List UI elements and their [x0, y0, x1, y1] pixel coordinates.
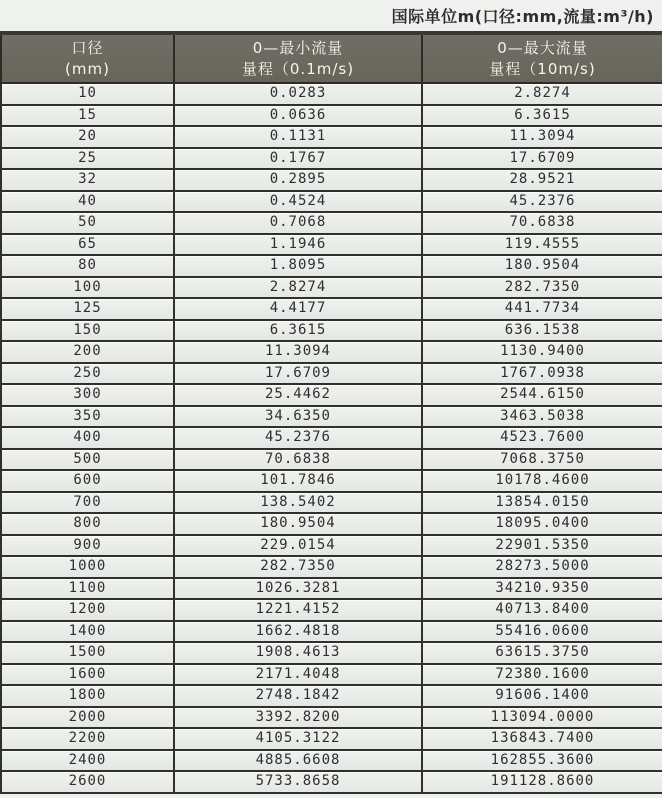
diameter-cell: 100 [1, 277, 174, 299]
diameter-cell: 150 [1, 320, 174, 342]
max-flow-cell: 91606.1400 [422, 685, 662, 707]
col-header-diameter-line1: 口径 [71, 39, 104, 58]
table-row [1, 750, 662, 772]
min-flow-cell: 0.2895 [174, 169, 422, 191]
min-flow-cell: 4.4177 [174, 298, 422, 320]
max-flow-cell: 18095.0400 [422, 513, 662, 535]
table-row [1, 578, 662, 600]
max-flow-cell: 17.6709 [422, 148, 662, 170]
table-row [1, 621, 662, 643]
min-flow-cell: 34.6350 [174, 406, 422, 428]
diameter-cell: 350 [1, 406, 174, 428]
max-flow-cell: 13854.0150 [422, 492, 662, 514]
min-flow-cell: 2.8274 [174, 277, 422, 299]
table-row [1, 685, 662, 707]
max-flow-cell: 119.4555 [422, 234, 662, 256]
table-row [1, 771, 662, 793]
table-row [1, 169, 662, 191]
table-row [1, 642, 662, 664]
flow-range-table [0, 31, 662, 794]
max-flow-cell: 180.9504 [422, 255, 662, 277]
min-flow-cell: 17.6709 [174, 363, 422, 385]
table-header [1, 33, 662, 83]
col-header-min-flow-line2: 量程（0.1m/s) [241, 59, 355, 78]
table-row [1, 449, 662, 471]
diameter-cell: 1800 [1, 685, 174, 707]
max-flow-cell: 28.9521 [422, 169, 662, 191]
max-flow-cell: 191128.8600 [422, 771, 662, 793]
max-flow-cell: 72380.1600 [422, 664, 662, 686]
title-bar [0, 0, 662, 31]
max-flow-cell: 10178.4600 [422, 470, 662, 492]
max-flow-cell: 1130.9400 [422, 341, 662, 363]
min-flow-cell: 1026.3281 [174, 578, 422, 600]
max-flow-cell: 63615.3750 [422, 642, 662, 664]
diameter-cell: 2400 [1, 750, 174, 772]
table-row [1, 363, 662, 385]
table-body [1, 83, 662, 793]
diameter-cell: 32 [1, 169, 174, 191]
table-row [1, 406, 662, 428]
table-row [1, 664, 662, 686]
diameter-cell: 25 [1, 148, 174, 170]
diameter-cell: 800 [1, 513, 174, 535]
diameter-cell: 1500 [1, 642, 174, 664]
diameter-cell: 1200 [1, 599, 174, 621]
col-header-max-flow [422, 33, 662, 83]
max-flow-cell: 6.3615 [422, 105, 662, 127]
min-flow-cell: 2171.4048 [174, 664, 422, 686]
table-row [1, 212, 662, 234]
max-flow-cell: 28273.5000 [422, 556, 662, 578]
table-row [1, 341, 662, 363]
min-flow-cell: 25.4462 [174, 384, 422, 406]
max-flow-cell: 7068.3750 [422, 449, 662, 471]
diameter-cell: 600 [1, 470, 174, 492]
min-flow-cell: 11.3094 [174, 341, 422, 363]
diameter-cell: 1000 [1, 556, 174, 578]
diameter-cell: 1600 [1, 664, 174, 686]
max-flow-cell: 113094.0000 [422, 707, 662, 729]
min-flow-cell: 2748.1842 [174, 685, 422, 707]
col-header-max-flow-line2: 量程（10m/s) [489, 59, 596, 78]
min-flow-cell: 0.1131 [174, 126, 422, 148]
diameter-cell: 50 [1, 212, 174, 234]
min-flow-cell: 229.0154 [174, 535, 422, 557]
table-row [1, 126, 662, 148]
max-flow-cell: 636.1538 [422, 320, 662, 342]
min-flow-cell: 1221.4152 [174, 599, 422, 621]
table-row [1, 105, 662, 127]
table-row [1, 599, 662, 621]
min-flow-cell: 70.6838 [174, 449, 422, 471]
diameter-cell: 15 [1, 105, 174, 127]
table-row [1, 83, 662, 105]
max-flow-cell: 55416.0600 [422, 621, 662, 643]
col-header-min-flow [174, 33, 422, 83]
table-row [1, 148, 662, 170]
min-flow-cell: 0.0636 [174, 105, 422, 127]
min-flow-cell: 1.1946 [174, 234, 422, 256]
diameter-cell: 250 [1, 363, 174, 385]
min-flow-cell: 4105.3122 [174, 728, 422, 750]
min-flow-cell: 0.7068 [174, 212, 422, 234]
diameter-cell: 10 [1, 83, 174, 105]
table-row [1, 427, 662, 449]
diameter-cell: 40 [1, 191, 174, 213]
diameter-cell: 65 [1, 234, 174, 256]
max-flow-cell: 441.7734 [422, 298, 662, 320]
table-row [1, 277, 662, 299]
table-row [1, 556, 662, 578]
header-row [1, 33, 662, 83]
table-row [1, 470, 662, 492]
min-flow-cell: 5733.8658 [174, 771, 422, 793]
max-flow-cell: 22901.5350 [422, 535, 662, 557]
max-flow-cell: 34210.9350 [422, 578, 662, 600]
table-row [1, 728, 662, 750]
min-flow-cell: 282.7350 [174, 556, 422, 578]
table-row [1, 255, 662, 277]
table-row [1, 535, 662, 557]
table-row [1, 492, 662, 514]
min-flow-cell: 101.7846 [174, 470, 422, 492]
diameter-cell: 900 [1, 535, 174, 557]
min-flow-cell: 1662.4818 [174, 621, 422, 643]
max-flow-cell: 70.6838 [422, 212, 662, 234]
max-flow-cell: 136843.7400 [422, 728, 662, 750]
min-flow-cell: 138.5402 [174, 492, 422, 514]
max-flow-cell: 2544.6150 [422, 384, 662, 406]
max-flow-cell: 282.7350 [422, 277, 662, 299]
diameter-cell: 2000 [1, 707, 174, 729]
diameter-cell: 500 [1, 449, 174, 471]
table-row [1, 234, 662, 256]
diameter-cell: 1400 [1, 621, 174, 643]
diameter-cell: 1100 [1, 578, 174, 600]
col-header-min-flow-line1: 0—最小流量 [252, 39, 344, 58]
diameter-cell: 2200 [1, 728, 174, 750]
min-flow-cell: 3392.8200 [174, 707, 422, 729]
table-row [1, 513, 662, 535]
table-row [1, 191, 662, 213]
page-title: 国际单位m(口径:mm,流量:m³/h) [391, 7, 654, 26]
min-flow-cell: 1.8095 [174, 255, 422, 277]
min-flow-cell: 0.4524 [174, 191, 422, 213]
min-flow-cell: 0.0283 [174, 83, 422, 105]
diameter-cell: 200 [1, 341, 174, 363]
diameter-cell: 125 [1, 298, 174, 320]
min-flow-cell: 0.1767 [174, 148, 422, 170]
max-flow-cell: 45.2376 [422, 191, 662, 213]
max-flow-cell: 4523.7600 [422, 427, 662, 449]
diameter-cell: 700 [1, 492, 174, 514]
min-flow-cell: 180.9504 [174, 513, 422, 535]
table-row [1, 384, 662, 406]
min-flow-cell: 1908.4613 [174, 642, 422, 664]
max-flow-cell: 40713.8400 [422, 599, 662, 621]
diameter-cell: 2600 [1, 771, 174, 793]
table-row [1, 298, 662, 320]
max-flow-cell: 3463.5038 [422, 406, 662, 428]
col-header-max-flow-line1: 0—最大流量 [497, 39, 588, 58]
max-flow-cell: 2.8274 [422, 83, 662, 105]
min-flow-cell: 6.3615 [174, 320, 422, 342]
col-header-diameter-line2: (mm) [65, 59, 110, 78]
col-header-diameter [1, 33, 174, 83]
diameter-cell: 80 [1, 255, 174, 277]
diameter-cell: 20 [1, 126, 174, 148]
table-row [1, 320, 662, 342]
max-flow-cell: 162855.3600 [422, 750, 662, 772]
min-flow-cell: 4885.6608 [174, 750, 422, 772]
min-flow-cell: 45.2376 [174, 427, 422, 449]
max-flow-cell: 11.3094 [422, 126, 662, 148]
table-row [1, 707, 662, 729]
diameter-cell: 400 [1, 427, 174, 449]
max-flow-cell: 1767.0938 [422, 363, 662, 385]
diameter-cell: 300 [1, 384, 174, 406]
